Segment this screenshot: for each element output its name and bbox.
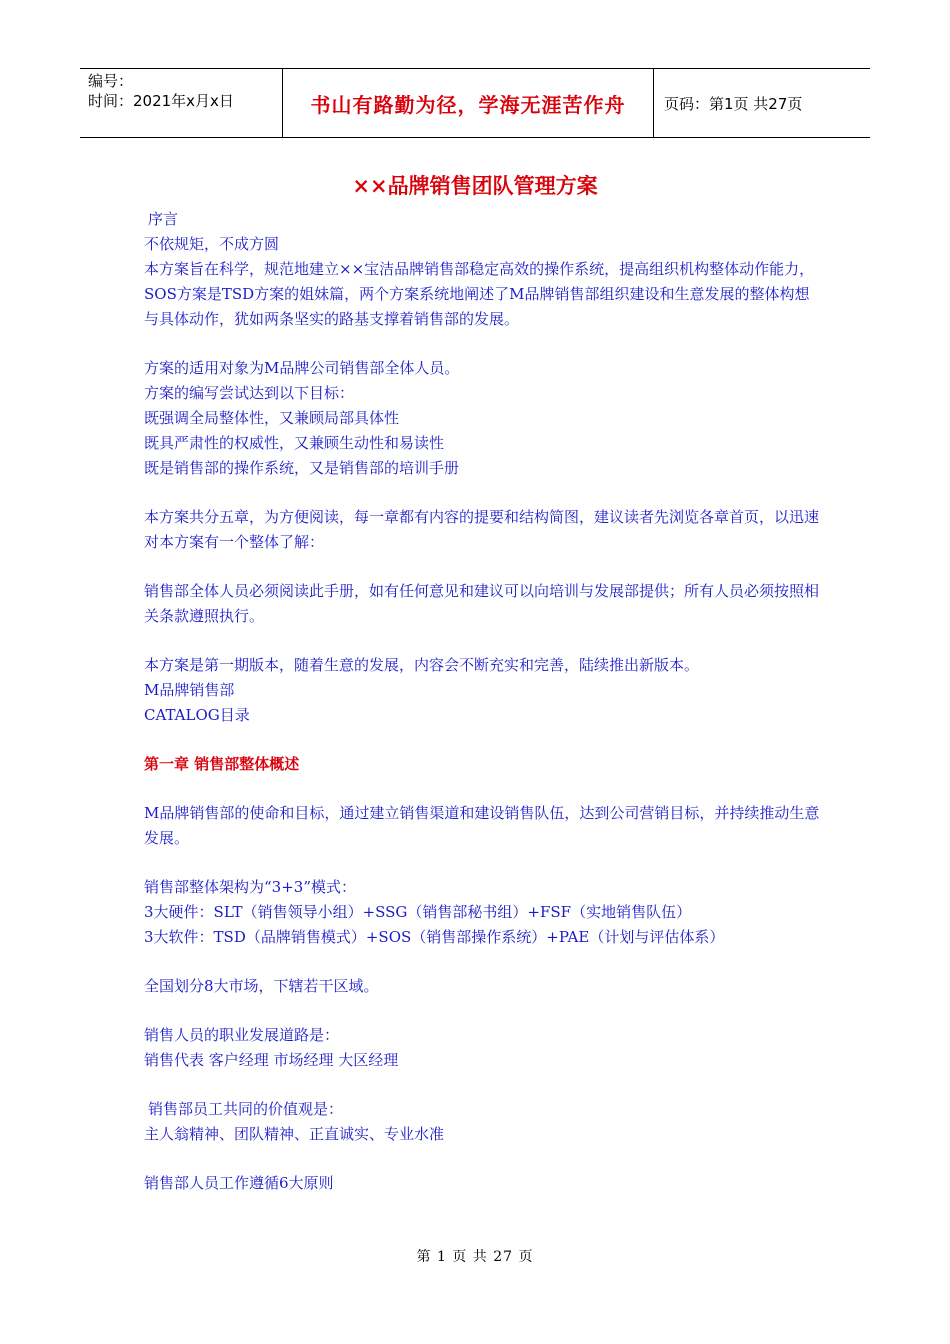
paragraph: 本方案旨在科学，规范地建立××宝洁品牌销售部稳定高效的操作系统，提高组织机构整体动作能力，SOS方案是TSD方案的姐妹篇，两个方案系统地阐述了M品牌销售部组织建设和生意发展的整体构想与具体动作，犹如两条坚实的路基支撑着销售部的发展。 [144,260,815,328]
paragraph: 销售部全体人员必须阅读此手册，如有任何意见和建议可以向培训与发展部提供；所有人员必须按照相关条款遵照执行。 [144,582,820,625]
header-page-cell [654,69,870,137]
header-left-cell [80,69,282,137]
paragraph: 既具严肃性的权威性，又兼顾生动性和易读性 [144,434,445,452]
page-footer: 第 1 页 共 27 页 [416,1249,534,1265]
paragraph: 方案的编写尝试达到以下目标： [144,384,355,402]
paragraph: 本方案共分五章，为方便阅读，每一章都有内容的提要和结构简图，建议读者先浏览各章首页，以迅速对本方案有一个整体了解： [144,508,820,551]
chapter-heading: 第一章 销售部整体概述 [144,755,300,773]
paragraph: 销售代表 客户经理 市场经理 大区经理 [144,1051,399,1069]
paragraph: 方案的适用对象为M品牌公司销售部全体人员。 [144,359,460,377]
motto: 书山有路勤为径，学海无涯苦作舟 [310,92,626,117]
header-table [80,68,870,138]
paragraph: 既是销售部的操作系统，又是销售部的培训手册 [144,459,460,477]
paragraph-preface: 序言 [148,210,179,228]
header-motto-cell [282,69,654,137]
paragraph: 3大硬件：SLT（销售领导小组）+SSG（销售部秘书组）+FSF（实地销售队伍） [144,903,692,921]
paragraph: CATALOG目录 [144,706,250,724]
paragraph: 既强调全局整体性，又兼顾局部具体性 [144,409,400,427]
paragraph: 本方案是第一期版本，随着生意的发展，内容会不断充实和完善，陆续推出新版本。 [144,656,700,674]
document-body [144,207,824,1196]
page-info: 页码：第1页 共27页 [664,94,803,113]
paragraph: 3大软件：TSD（品牌销售模式）+SOS（销售部操作系统）+PAE（计划与评估体系） [144,928,725,946]
paragraph: 销售部整体架构为“3+3”模式： [144,878,356,896]
paragraph: M品牌销售部 [144,681,235,699]
paragraph: 主人翁精神、团队精神、正直诚实、专业水准 [144,1125,445,1143]
paragraph: 销售部员工共同的价值观是： [148,1100,344,1118]
paragraph: 销售人员的职业发展道路是： [144,1026,340,1044]
date-label: 时间：2021年x月x日 [88,92,234,110]
document-title: ××品牌销售团队管理方案 [352,173,598,198]
paragraph: M品牌销售部的使命和目标，通过建立销售渠道和建设销售队伍，达到公司营销目标，并持续推动生意发展。 [144,804,820,847]
paragraph: 全国划分8大市场，下辖若干区域。 [144,977,379,995]
serial-label: 编号： [88,72,134,90]
paragraph: 销售部人员工作遵循6大原则 [144,1174,334,1192]
paragraph: 不依规矩，不成方圆 [144,235,280,253]
